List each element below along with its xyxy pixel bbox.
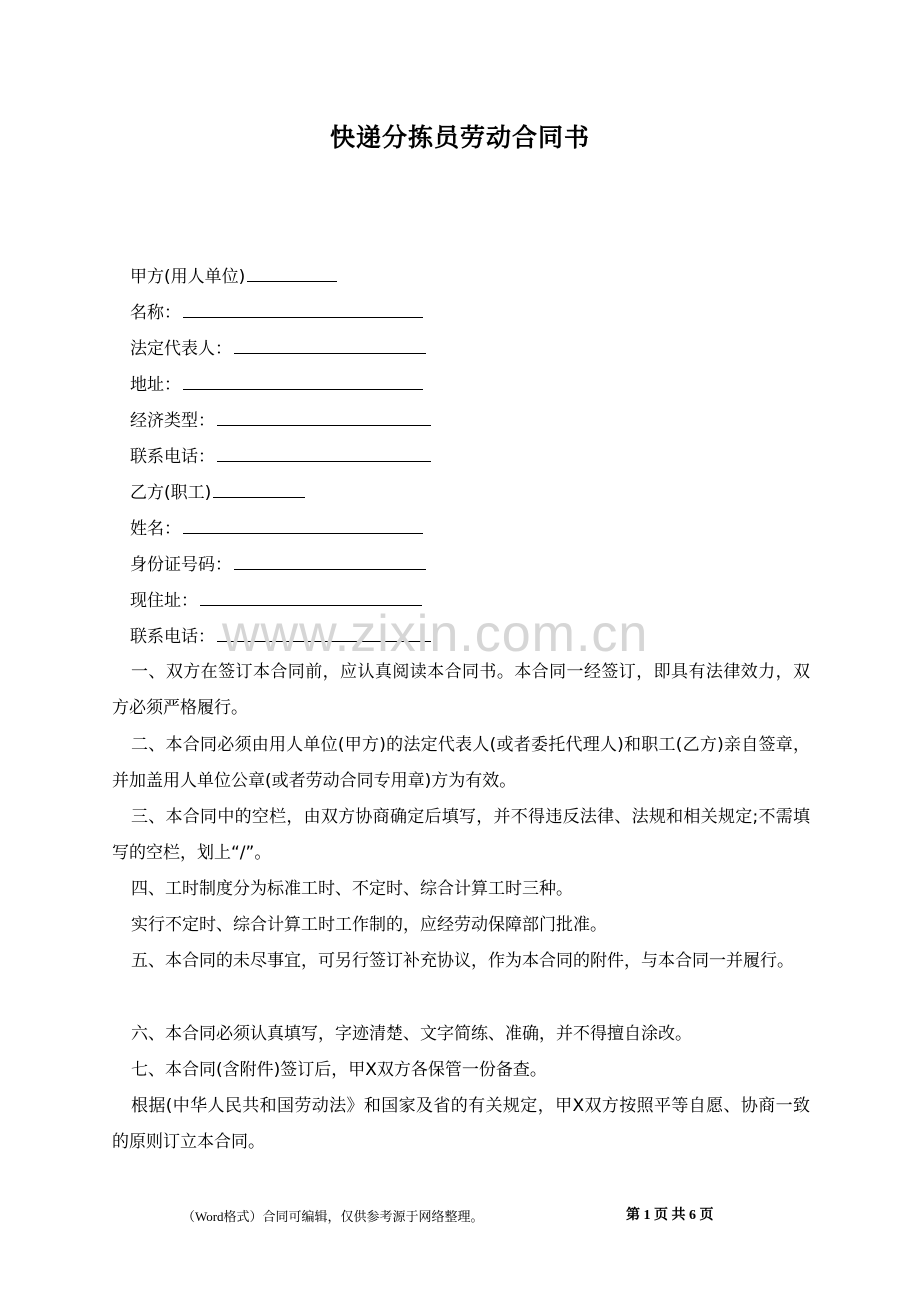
clause-paragraph: 实行不定时、综合计算工时工作制的，应经劳动保障部门批准。 xyxy=(131,915,607,935)
field-label: 甲方(用人单位) xyxy=(130,267,246,287)
blank-line xyxy=(217,443,431,462)
clause-paragraph: 一、双方在签订本合同前，应认真阅读本合同书。本合同一经签订，即具有法律效力，双方必须严格履行。 xyxy=(112,662,810,718)
field-label: 现住址： xyxy=(130,591,198,611)
clause-paragraph: 根据(中华人民共和国劳动法》和国家及省的有关规定，甲X双方按照平等自愿、协商一致的原则订立本合同。 xyxy=(112,1096,810,1152)
field-economic-type xyxy=(130,407,431,431)
field-employer-name xyxy=(130,299,423,323)
field-label: 名称： xyxy=(130,303,181,323)
field-label: 法定代表人： xyxy=(130,339,232,359)
blank-line xyxy=(183,515,423,534)
blank-line xyxy=(183,371,423,390)
blank-line xyxy=(234,335,426,354)
field-label: 姓名： xyxy=(130,519,181,539)
blank-line xyxy=(213,479,305,498)
page-number: 第 1 页 共 6 页 xyxy=(626,1208,714,1223)
blank-line xyxy=(247,263,337,282)
field-id-number xyxy=(130,551,426,575)
field-label: 地址： xyxy=(130,375,181,395)
blank-line xyxy=(183,299,423,318)
field-employer xyxy=(130,263,337,287)
watermark: www.zixin.com.cn xyxy=(222,605,649,663)
blank-line xyxy=(217,407,431,426)
clause-paragraph: 五、本合同的未尽事宜，可另行签订补充协议，作为本合同的附件，与本合同一并履行。 xyxy=(131,951,794,971)
clause-paragraph: 二、本合同必须由用人单位(甲方)的法定代表人(或者委托代理人)和职工(乙方)亲自签章，并加盖用人单位公章(或者劳动合同专用章)方为有效。 xyxy=(112,735,810,791)
field-employer-address xyxy=(130,371,423,395)
field-employee xyxy=(130,479,305,503)
clause-paragraph: 七、本合同(含附件)签订后，甲X双方各保管一份备查。 xyxy=(131,1060,547,1080)
clause-paragraph: 六、本合同必须认真填写，字迹清楚、文字简练、准确，并不得擅自涂改。 xyxy=(131,1024,692,1044)
field-legal-rep xyxy=(130,335,426,359)
clause-paragraph: 三、本合同中的空栏，由双方协商确定后填写，并不得违反法律、法规和相关规定;不需填写的空栏，划上“/”。 xyxy=(112,807,810,863)
clause-paragraph: 四、工时制度分为标准工时、不定时、综合计算工时三种。 xyxy=(131,879,573,899)
field-label: 经济类型： xyxy=(130,411,215,431)
footer-note: （Word格式）合同可编辑，仅供参考源于网络整理。 xyxy=(182,1209,484,1224)
field-employer-phone xyxy=(130,443,431,467)
field-label: 联系电话： xyxy=(130,447,215,467)
field-label: 身份证号码： xyxy=(130,555,232,575)
field-employee-name xyxy=(130,515,423,539)
blank-line xyxy=(234,551,426,570)
document-title: 快递分拣员劳动合同书 xyxy=(329,123,590,152)
field-label: 乙方(职工) xyxy=(130,483,212,503)
field-label: 联系电话： xyxy=(130,627,215,647)
